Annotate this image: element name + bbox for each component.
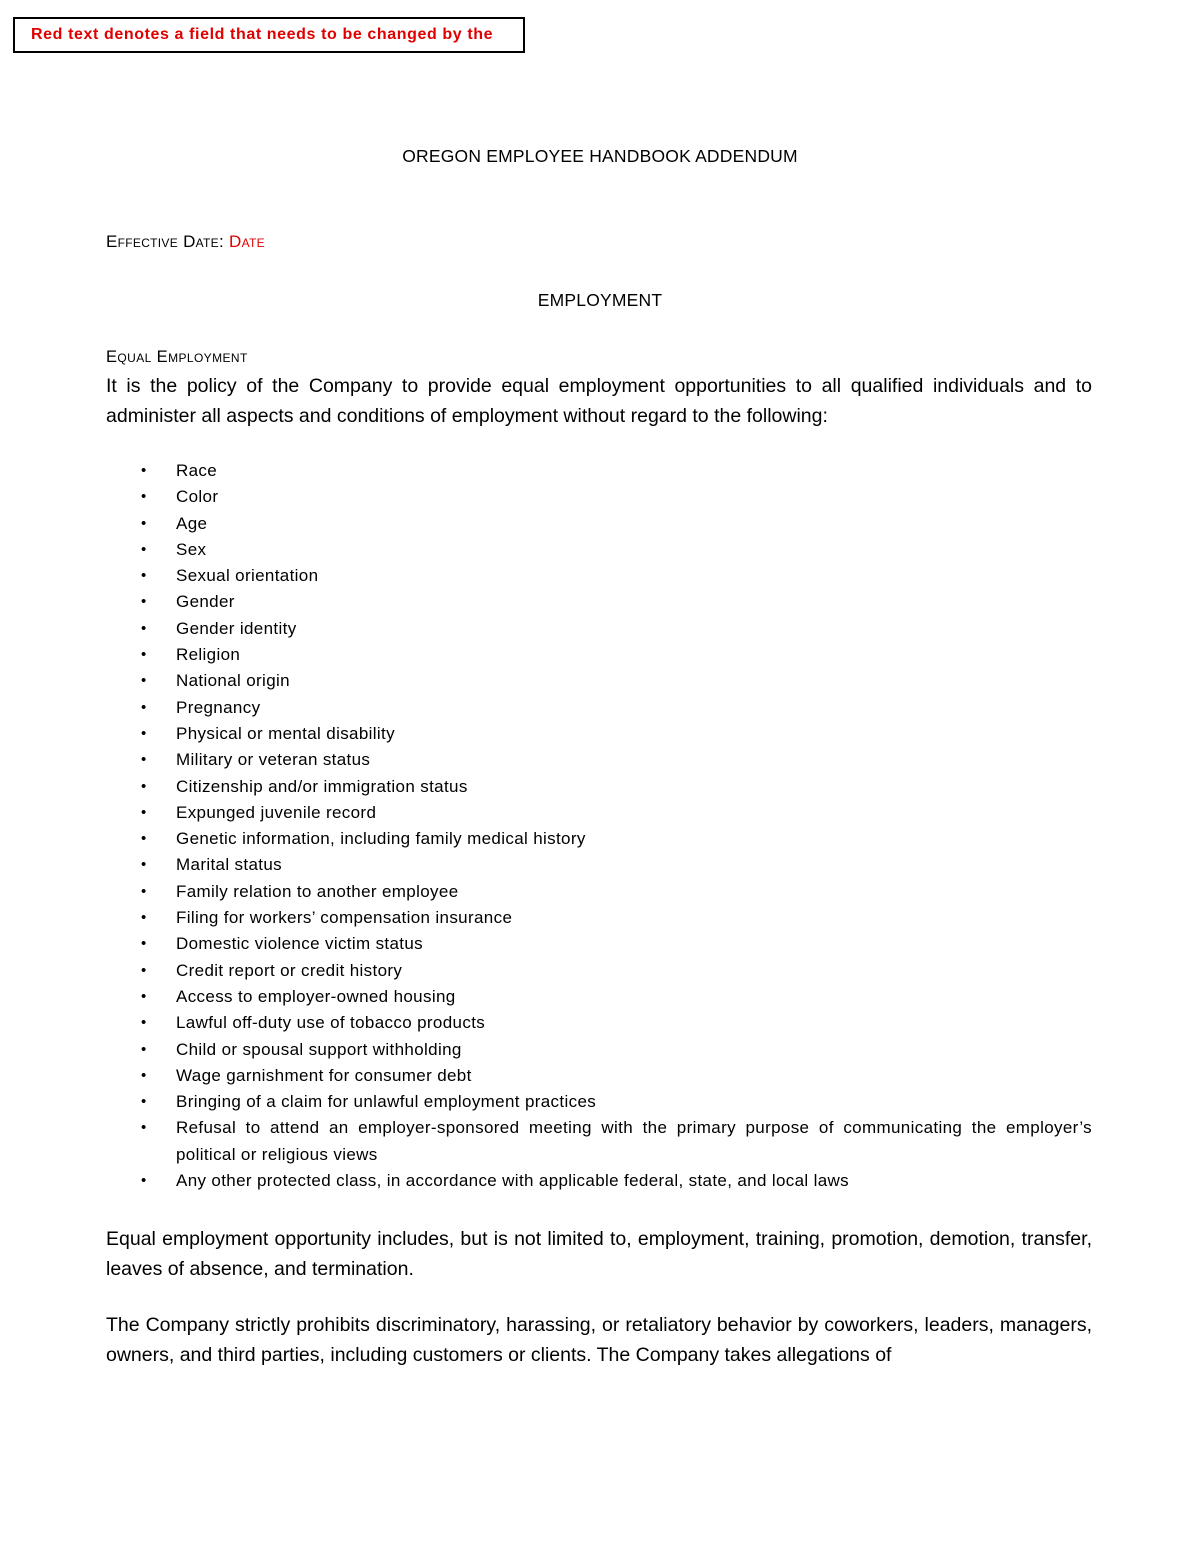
list-item-text: Age [176, 513, 208, 533]
list-item [0, 1010, 1092, 1036]
list-item-text: Domestic violence victim status [176, 934, 424, 954]
bullet-icon: • [141, 488, 147, 506]
list-item [0, 563, 1092, 589]
list-item-text: Expunged juvenile record [176, 802, 377, 822]
list-item [0, 458, 1092, 484]
list-item-text: Physical or mental disability [176, 723, 395, 743]
eeo-paragraph: Equal employment opportunity includes, but is not limited to, employment, training, promotion, demotion, transfer, leaves of absence, and termination. [106, 1228, 1092, 1280]
bullet-icon: • [141, 803, 147, 821]
list-item-text: Lawful off-duty use of tobacco products [176, 1013, 486, 1033]
bullet-icon: • [141, 777, 147, 795]
document-title: OREGON EMPLOYEE HANDBOOK ADDENDUM [402, 146, 798, 166]
list-item-text: Filing for workers’ compensation insurance [176, 908, 513, 928]
list-item-text: Citizenship and/or immigration status [176, 776, 468, 796]
bullet-icon: • [141, 593, 147, 611]
list-item-text: Refusal to attend an employer-sponsored meeting with the primary purpose of communicating the employer’s political or religious views [176, 1118, 1092, 1164]
list-item-text: Genetic information, including family medical history [176, 829, 586, 849]
list-item-text: National origin [176, 671, 290, 691]
effective-date-label: Effective Date: [106, 232, 225, 251]
list-item [0, 1115, 1092, 1168]
list-item [0, 511, 1092, 537]
bullet-icon: • [141, 1119, 147, 1137]
section-heading-employment: EMPLOYMENT [537, 290, 663, 310]
bullet-icon: • [141, 751, 147, 769]
list-item [0, 537, 1092, 563]
bullet-icon: • [141, 1172, 147, 1190]
list-item [0, 931, 1092, 957]
bullet-icon: • [141, 987, 147, 1005]
effective-date-line [106, 232, 265, 252]
list-item [0, 721, 1092, 747]
bullet-icon: • [141, 1040, 147, 1058]
list-item [0, 800, 1092, 826]
list-item-text: Credit report or credit history [176, 960, 403, 980]
list-item-text: Pregnancy [176, 697, 261, 717]
bullet-icon: • [141, 935, 147, 953]
list-item-text: Marital status [176, 855, 282, 875]
list-item [0, 747, 1092, 773]
protected-classes-list [0, 458, 1200, 1194]
subsection-heading-equal-employment: Equal Employment [106, 348, 248, 366]
bullet-icon: • [141, 909, 147, 927]
list-item [0, 668, 1092, 694]
list-item-text: Sexual orientation [176, 566, 319, 586]
notice-text: Red text denotes a field that needs to be changed by the [31, 26, 494, 43]
bullet-icon: • [141, 1066, 147, 1084]
list-item-text: Military or veteran status [176, 750, 371, 770]
bullet-icon: • [141, 1014, 147, 1032]
intro-paragraph: It is the policy of the Company to provide equal employment opportunities to all qualified individuals and to administer all aspects and conditions of employment without regard to the following: [106, 375, 1092, 427]
list-item [0, 1037, 1092, 1063]
list-item-text: Any other protected class, in accordance with applicable federal, state, and local laws [176, 1171, 850, 1191]
list-item-text: Race [176, 461, 218, 480]
list-item [0, 695, 1092, 721]
effective-date-value: Date [229, 232, 265, 251]
list-item [0, 852, 1092, 878]
list-item-text: Bringing of a claim for unlawful employment practices [176, 1092, 597, 1112]
bullet-icon: • [141, 514, 147, 532]
list-item [0, 484, 1092, 510]
bullet-icon: • [141, 540, 147, 558]
list-item [0, 826, 1092, 852]
bullet-icon: • [141, 724, 147, 742]
list-item [0, 642, 1092, 668]
list-item-text: Gender [176, 592, 235, 612]
bullet-icon: • [141, 830, 147, 848]
list-item-text: Wage garnishment for consumer debt [176, 1065, 472, 1085]
list-item [0, 905, 1092, 931]
bullet-icon: • [141, 646, 147, 664]
list-item-text: Religion [176, 645, 241, 665]
list-item [0, 1168, 1092, 1194]
list-item [0, 1089, 1092, 1115]
list-item [0, 616, 1092, 642]
bullet-icon: • [141, 462, 147, 479]
list-item-text: Sex [176, 539, 207, 559]
list-item [0, 589, 1092, 615]
bullet-icon: • [141, 856, 147, 874]
list-item-text: Color [176, 487, 219, 507]
list-item-text: Child or spousal support withholding [176, 1039, 462, 1059]
list-item [0, 984, 1092, 1010]
list-item-text: Access to employer-owned housing [176, 986, 456, 1006]
bullet-icon: • [141, 672, 147, 690]
bullet-icon: • [141, 567, 147, 585]
list-item-text: Family relation to another employee [176, 881, 459, 901]
list-item-text: Gender identity [176, 618, 297, 638]
list-item [0, 879, 1092, 905]
list-item [0, 774, 1092, 800]
bullet-icon: • [141, 698, 147, 716]
red-text-notice [13, 17, 525, 53]
bullet-icon: • [141, 619, 147, 637]
bullet-icon: • [141, 882, 147, 900]
list-item [0, 958, 1092, 984]
list-item [0, 1063, 1092, 1089]
prohibition-paragraph: The Company strictly prohibits discriminatory, harassing, or retaliatory behavior by coworkers, leaders, managers, owners, and third parties, including customers or clients. The Company takes allegations of [106, 1314, 1092, 1366]
bullet-icon: • [141, 961, 147, 979]
bullet-icon: • [141, 1093, 147, 1111]
